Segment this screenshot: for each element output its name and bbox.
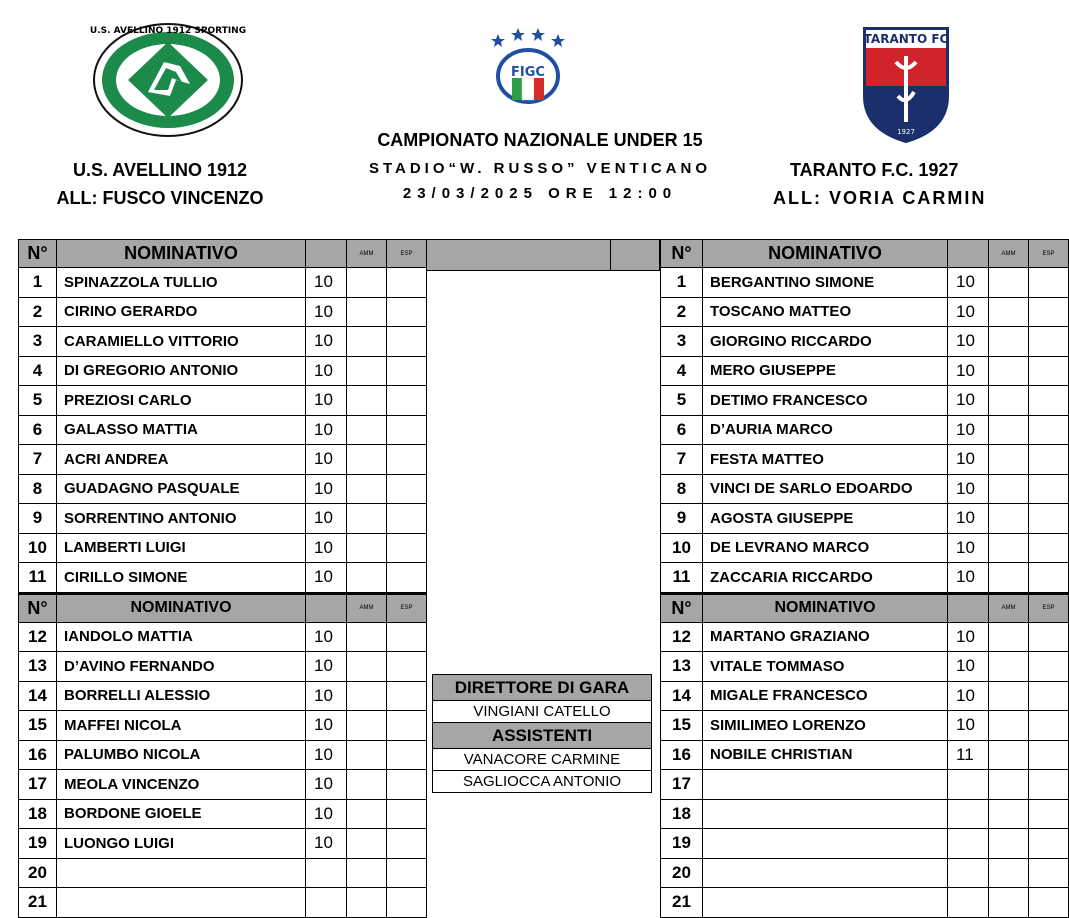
player-name: SIMILIMEO LORENZO [703,711,948,741]
player-number: 6 [19,415,57,445]
player-score: 10 [948,681,989,711]
player-name: BORDONE GIOELE [57,799,306,829]
player-name: VINCI DE SARLO EDOARDO [703,474,948,504]
col-header-name: NOMINATIVO [703,240,948,268]
taranto-logo [862,26,950,144]
player-number: 19 [19,829,57,859]
player-name: BERGANTINO SIMONE [703,268,948,298]
player-row [19,858,427,888]
player-esp-cell [387,297,427,327]
player-amm-cell [347,415,387,445]
player-esp-cell [1029,622,1069,652]
player-amm-cell [989,622,1029,652]
player-number: 18 [19,799,57,829]
player-esp-cell [1029,474,1069,504]
player-amm-cell [989,681,1029,711]
player-name: ZACCARIA RICCARDO [703,563,948,594]
svg-text:1927: 1927 [897,128,915,136]
player-amm-cell [989,888,1029,918]
player-name [703,829,948,859]
player-name: IANDOLO MATTIA [57,622,306,652]
col-header-score [948,240,989,268]
roster-header-row [661,593,1069,622]
player-row [661,445,1069,475]
roster-header-row [19,593,427,622]
player-number: 15 [19,711,57,741]
player-esp-cell [387,799,427,829]
player-number: 10 [19,533,57,563]
player-number: 16 [19,740,57,770]
player-score: 10 [306,652,347,682]
player-number: 11 [661,563,703,594]
col-header-esp: ESP [1029,240,1069,268]
player-esp-cell [1029,268,1069,298]
player-esp-cell [1029,740,1069,770]
player-row [19,799,427,829]
col-header-name: NOMINATIVO [57,240,306,268]
player-score: 10 [948,622,989,652]
player-name [703,858,948,888]
player-amm-cell [989,799,1029,829]
home-roster-table [18,239,427,918]
player-row [661,327,1069,357]
player-score: 10 [306,386,347,416]
player-esp-cell [387,652,427,682]
player-amm-cell [989,415,1029,445]
player-name: FESTA MATTEO [703,445,948,475]
player-amm-cell [347,297,387,327]
player-score [306,888,347,918]
col-header-amm: AMM [347,593,387,622]
col-header-amm: AMM [989,593,1029,622]
player-number: 14 [19,681,57,711]
player-row [661,386,1069,416]
player-esp-cell [1029,533,1069,563]
player-amm-cell [989,533,1029,563]
referee-label: DIRETTORE DI GARA [433,675,652,701]
svg-text:FIGC: FIGC [511,65,545,80]
player-score: 10 [306,533,347,563]
player-amm-cell [347,327,387,357]
player-amm-cell [347,386,387,416]
player-row [661,415,1069,445]
player-row [19,297,427,327]
player-amm-cell [347,356,387,386]
player-number: 18 [661,799,703,829]
player-name: SORRENTINO ANTONIO [57,504,306,534]
player-number: 17 [19,770,57,800]
player-score: 10 [306,770,347,800]
player-number: 2 [19,297,57,327]
player-score: 10 [306,622,347,652]
player-number: 4 [661,356,703,386]
player-esp-cell [387,711,427,741]
player-amm-cell [347,563,387,594]
col-header-esp: ESP [387,240,427,268]
col-header-amm: AMM [347,240,387,268]
player-name: GIORGINO RICCARDO [703,327,948,357]
player-name: GALASSO MATTIA [57,415,306,445]
player-row [19,770,427,800]
player-amm-cell [347,445,387,475]
player-amm-cell [989,711,1029,741]
player-row [661,356,1069,386]
player-number: 21 [19,888,57,918]
player-name: BORRELLI ALESSIO [57,681,306,711]
player-row [19,563,427,594]
player-score [306,858,347,888]
player-name: TOSCANO MATTEO [703,297,948,327]
player-esp-cell [387,622,427,652]
col-header-score [948,593,989,622]
col-header-number: N° [661,593,703,622]
player-row [19,533,427,563]
away-team-coach: ALL: VORIA CARMIN [773,188,987,208]
avellino-logo [89,22,247,138]
player-name: DETIMO FRANCESCO [703,386,948,416]
player-number: 11 [19,563,57,594]
player-amm-cell [989,297,1029,327]
player-score: 10 [306,474,347,504]
player-name [703,888,948,918]
player-amm-cell [989,474,1029,504]
player-amm-cell [989,327,1029,357]
player-esp-cell [387,533,427,563]
player-amm-cell [347,622,387,652]
away-roster-table [660,239,1069,918]
player-name: LUONGO LUIGI [57,829,306,859]
player-score: 11 [948,740,989,770]
player-amm-cell [347,711,387,741]
away-team-name: TARANTO F.C. 1927 [790,160,959,180]
player-row [19,711,427,741]
roster-header-row [19,240,427,268]
col-header-name: NOMINATIVO [57,593,306,622]
col-header-amm: AMM [989,240,1029,268]
player-row [661,504,1069,534]
player-row [19,474,427,504]
player-score [948,799,989,829]
player-number: 7 [661,445,703,475]
player-name: DE LEVRANO MARCO [703,533,948,563]
player-number: 8 [19,474,57,504]
player-esp-cell [387,740,427,770]
player-name: MEOLA VINCENZO [57,770,306,800]
player-esp-cell [1029,858,1069,888]
player-amm-cell [347,799,387,829]
player-amm-cell [989,740,1029,770]
player-esp-cell [1029,415,1069,445]
player-row [661,829,1069,859]
player-row [661,681,1069,711]
match-venue: STADIO“W. RUSSO” VENTICANO [368,160,712,177]
player-score: 10 [306,327,347,357]
player-number: 4 [19,356,57,386]
player-number: 5 [19,386,57,416]
player-name: DI GREGORIO ANTONIO [57,356,306,386]
player-esp-cell [1029,445,1069,475]
player-row [661,533,1069,563]
player-esp-cell [1029,504,1069,534]
player-esp-cell [387,415,427,445]
player-name [57,888,306,918]
col-header-number: N° [19,593,57,622]
col-header-score [306,240,347,268]
player-esp-cell [1029,829,1069,859]
player-number: 6 [661,415,703,445]
player-name: GUADAGNO PASQUALE [57,474,306,504]
player-number: 21 [661,888,703,918]
player-row [661,799,1069,829]
player-number: 20 [19,858,57,888]
player-row [19,445,427,475]
player-amm-cell [989,829,1029,859]
player-score: 10 [306,563,347,594]
player-score [948,888,989,918]
player-number: 1 [19,268,57,298]
player-esp-cell [387,504,427,534]
player-row [661,858,1069,888]
player-amm-cell [989,652,1029,682]
match-date: 23/03/2025 ORE 12:00 [402,185,678,202]
player-row [19,829,427,859]
player-esp-cell [1029,327,1069,357]
player-esp-cell [1029,297,1069,327]
player-score: 10 [948,297,989,327]
player-name: PALUMBO NICOLA [57,740,306,770]
player-number: 3 [19,327,57,357]
player-row [661,711,1069,741]
player-amm-cell [989,445,1029,475]
player-name: CARAMIELLO VITTORIO [57,327,306,357]
svg-text:U.S. AVELLINO 1912 SPORTING: U.S. AVELLINO 1912 SPORTING [89,26,247,36]
player-amm-cell [989,563,1029,594]
player-name: LAMBERTI LUIGI [57,533,306,563]
player-row [19,652,427,682]
player-row [19,386,427,416]
player-number: 20 [661,858,703,888]
col-header-number: N° [19,240,57,268]
player-name: AGOSTA GIUSEPPE [703,504,948,534]
player-row [19,356,427,386]
home-team-coach: ALL: FUSCO VINCENZO [56,188,264,208]
player-number: 10 [661,533,703,563]
player-score: 10 [306,504,347,534]
col-header-name: NOMINATIVO [703,593,948,622]
player-esp-cell [387,563,427,594]
player-esp-cell [387,327,427,357]
player-name: MAFFEI NICOLA [57,711,306,741]
player-esp-cell [387,445,427,475]
player-number: 16 [661,740,703,770]
referee-name: VINGIANI CATELLO [433,701,652,723]
player-esp-cell [1029,681,1069,711]
svg-text:TARANTO FC: TARANTO FC [863,32,949,46]
player-amm-cell [989,770,1029,800]
player-score: 10 [306,445,347,475]
player-name: MARTANO GRAZIANO [703,622,948,652]
player-row [19,504,427,534]
player-row [19,681,427,711]
player-amm-cell [989,386,1029,416]
player-row [19,740,427,770]
player-score [948,858,989,888]
player-name: CIRILLO SIMONE [57,563,306,594]
player-amm-cell [347,533,387,563]
player-number: 9 [661,504,703,534]
player-score: 10 [948,474,989,504]
player-name: CIRINO GERARDO [57,297,306,327]
player-number: 9 [19,504,57,534]
player-score: 10 [948,386,989,416]
player-name: NOBILE CHRISTIAN [703,740,948,770]
player-number: 14 [661,681,703,711]
player-score: 10 [306,356,347,386]
player-row [19,268,427,298]
player-esp-cell [387,474,427,504]
player-number: 12 [19,622,57,652]
assistants-label: ASSISTENTI [433,723,652,749]
figc-logo [484,26,572,106]
player-amm-cell [347,474,387,504]
player-esp-cell [387,268,427,298]
middle-header-bar [426,239,660,271]
player-esp-cell [387,829,427,859]
player-amm-cell [347,652,387,682]
player-row [661,770,1069,800]
roster-header-row [661,240,1069,268]
player-score: 10 [948,652,989,682]
player-score: 10 [306,799,347,829]
player-name [703,770,948,800]
player-esp-cell [1029,888,1069,918]
player-esp-cell [387,356,427,386]
player-score: 10 [948,504,989,534]
player-number: 15 [661,711,703,741]
player-row [19,888,427,918]
player-amm-cell [347,740,387,770]
player-amm-cell [347,829,387,859]
player-number: 17 [661,770,703,800]
officials-box [432,674,652,793]
assistant-1-name: VANACORE CARMINE [433,749,652,771]
player-number: 5 [661,386,703,416]
player-number: 8 [661,474,703,504]
player-name: SPINAZZOLA TULLIO [57,268,306,298]
player-score: 10 [306,415,347,445]
player-score: 10 [948,268,989,298]
player-amm-cell [347,504,387,534]
player-esp-cell [1029,386,1069,416]
player-row [661,268,1069,298]
player-esp-cell [1029,770,1069,800]
player-score [948,770,989,800]
player-row [661,740,1069,770]
player-row [19,415,427,445]
player-esp-cell [387,681,427,711]
player-name: D’AURIA MARCO [703,415,948,445]
player-amm-cell [989,356,1029,386]
assistant-2-name: SAGLIOCCA ANTONIO [433,771,652,793]
player-amm-cell [347,681,387,711]
player-number: 3 [661,327,703,357]
player-number: 19 [661,829,703,859]
player-amm-cell [347,268,387,298]
player-esp-cell [387,888,427,918]
player-score: 10 [306,740,347,770]
player-number: 12 [661,622,703,652]
player-score: 10 [948,711,989,741]
player-esp-cell [1029,799,1069,829]
player-row [19,327,427,357]
player-name: D’AVINO FERNANDO [57,652,306,682]
player-name: MIGALE FRANCESCO [703,681,948,711]
player-esp-cell [1029,356,1069,386]
player-number: 2 [661,297,703,327]
player-score: 10 [306,297,347,327]
player-name: MERO GIUSEPPE [703,356,948,386]
player-number: 13 [661,652,703,682]
player-name [703,799,948,829]
player-esp-cell [387,386,427,416]
player-number: 13 [19,652,57,682]
player-row [19,622,427,652]
player-score: 10 [306,711,347,741]
player-name: ACRI ANDREA [57,445,306,475]
player-score: 10 [948,356,989,386]
player-esp-cell [1029,652,1069,682]
player-name [57,858,306,888]
player-esp-cell [387,770,427,800]
home-team-name: U.S. AVELLINO 1912 [72,160,248,180]
player-esp-cell [1029,563,1069,594]
player-score: 10 [948,533,989,563]
player-amm-cell [347,858,387,888]
player-name: VITALE TOMMASO [703,652,948,682]
player-row [661,297,1069,327]
col-header-esp: ESP [1029,593,1069,622]
player-row [661,622,1069,652]
player-name: PREZIOSI CARLO [57,386,306,416]
player-score: 10 [306,268,347,298]
player-row [661,474,1069,504]
player-number: 7 [19,445,57,475]
player-score [948,829,989,859]
player-score: 10 [948,415,989,445]
player-esp-cell [1029,711,1069,741]
player-amm-cell [989,268,1029,298]
player-amm-cell [347,888,387,918]
player-score: 10 [948,327,989,357]
match-title: CAMPIONATO NAZIONALE UNDER 15 [377,130,703,150]
player-score: 10 [306,829,347,859]
player-score: 10 [306,681,347,711]
player-row [661,563,1069,594]
player-amm-cell [989,504,1029,534]
col-header-esp: ESP [387,593,427,622]
player-score: 10 [948,445,989,475]
player-esp-cell [387,858,427,888]
player-number: 1 [661,268,703,298]
col-header-score [306,593,347,622]
col-header-number: N° [661,240,703,268]
player-score: 10 [948,563,989,594]
player-row [661,652,1069,682]
player-row [661,888,1069,918]
player-amm-cell [989,858,1029,888]
player-amm-cell [347,770,387,800]
